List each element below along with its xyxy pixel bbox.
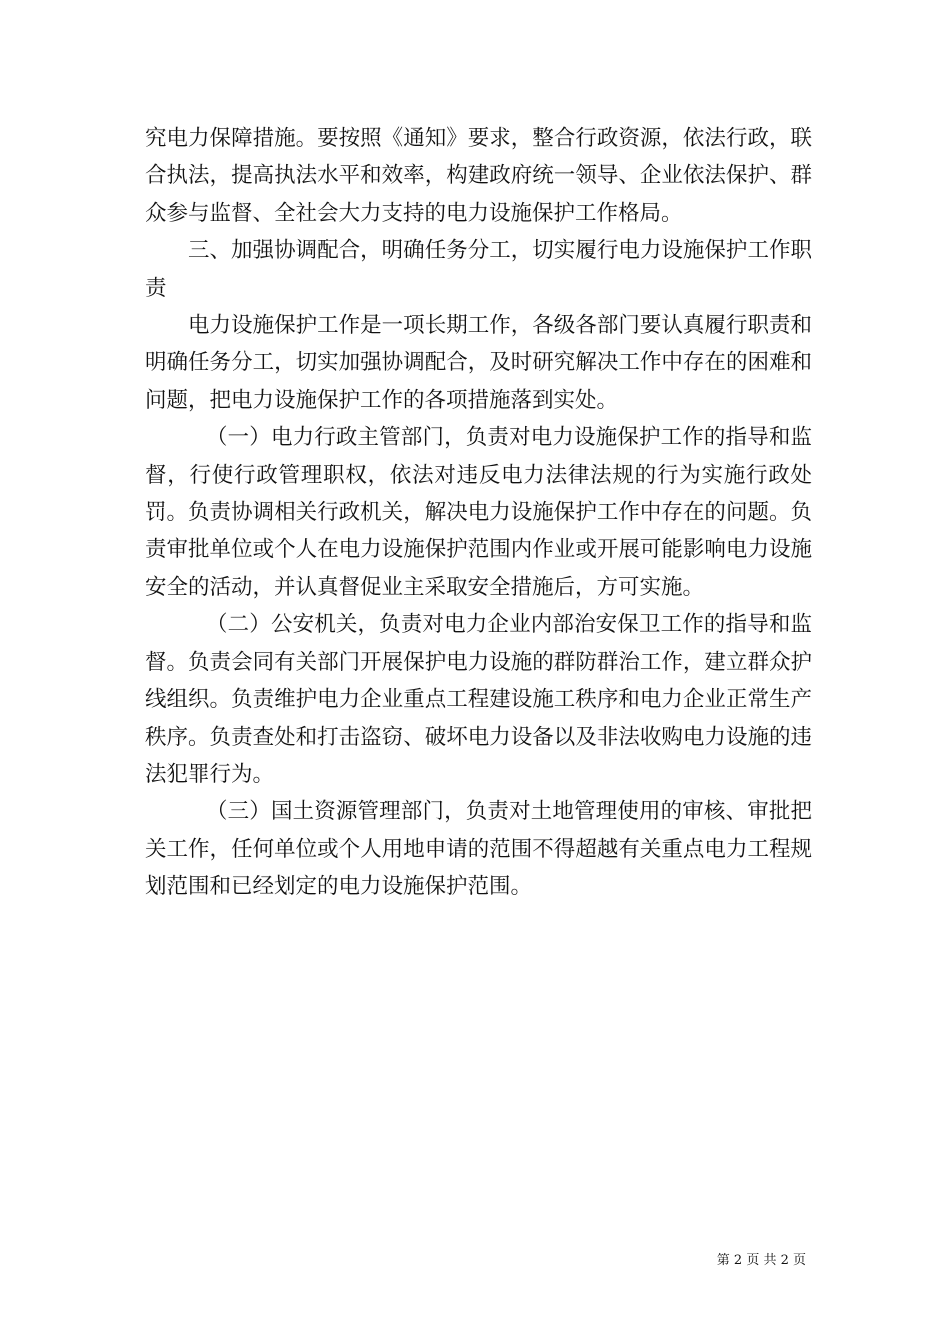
section-heading: 三、加强协调配合，明确任务分工，切实履行电力设施保护工作职责 (145, 238, 812, 301)
paragraph-item-3: （三）国土资源管理部门，负责对土地管理使用的审核、审批把关工作，任何单位或个人用地申请的范围不得超越有关重点电力工程规划范围和已经划定的电力设施保护范围。 (145, 799, 812, 900)
paragraph-continuation: 究电力保障措施。要按照《通知》要求，整合行政资源，依法行政，联合执法，提高执法水平和效率，构建政府统一领导、企业依法保护、群众参与监督、全社会大力支持的电力设施保护工作格局。 (145, 126, 812, 226)
page-number: 第 2 页 共 2 页 (716, 1253, 806, 1268)
document-body (145, 120, 812, 906)
paragraph-item-1: （一）电力行政主管部门，负责对电力设施保护工作的指导和监督，行使行政管理职权，依法对违反电力法律法规的行为实施行政处罚。负责协调相关行政机关，解决电力设施保护工作中存在的问题。负责审批单位或个人在电力设施保护范围内作业或开展可能影响电力设施安全的活动，并认真督促业主采取安全措施后，方可实施。 (145, 425, 812, 600)
paragraph-item-2: （二）公安机关，负责对电力企业内部治安保卫工作的指导和监督。负责会同有关部门开展保护电力设施的群防群治工作，建立群众护线组织。负责维护电力企业重点工程建设施工秩序和电力企业正常生产秩序。负责查处和打击盗窃、破坏电力设备以及非法收购电力设施的违法犯罪行为。 (145, 612, 812, 787)
paragraph-intro: 电力设施保护工作是一项长期工作，各级各部门要认真履行职责和明确任务分工，切实加强协调配合，及时研究解决工作中存在的困难和问题，把电力设施保护工作的各项措施落到实处。 (145, 313, 812, 413)
